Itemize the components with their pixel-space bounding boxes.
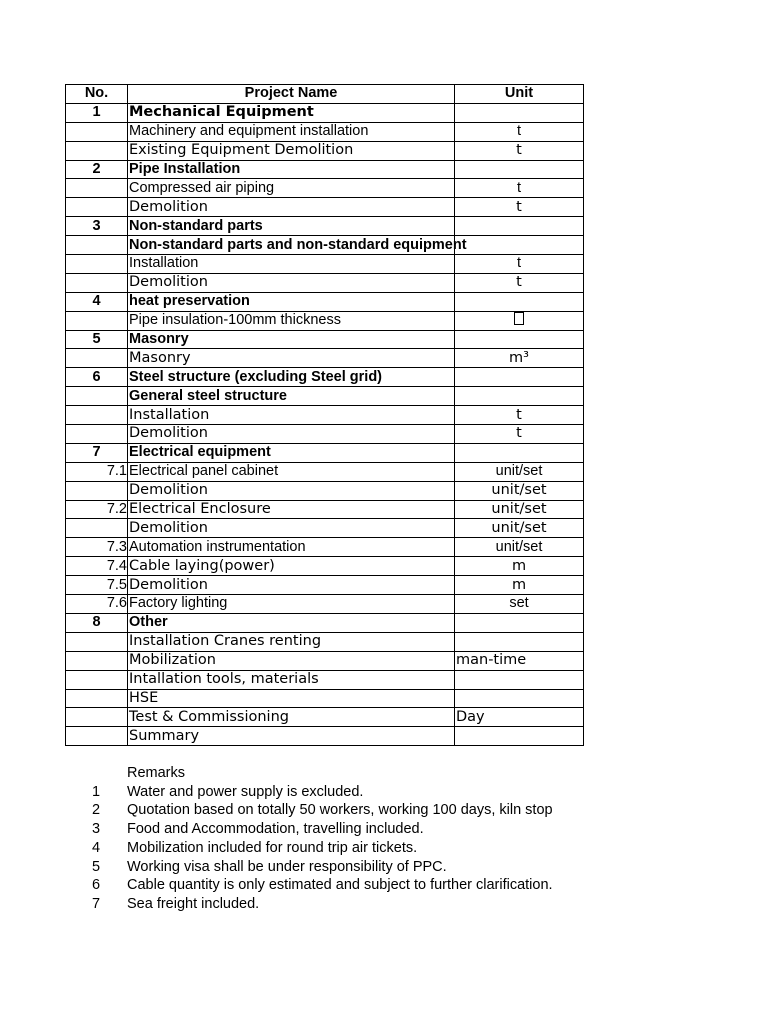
row-number: 8 bbox=[66, 613, 128, 632]
row-number bbox=[66, 311, 128, 330]
unit-cell: t bbox=[455, 141, 584, 160]
table-row bbox=[66, 349, 584, 368]
unit-cell: t bbox=[455, 425, 584, 444]
row-number bbox=[66, 727, 128, 746]
row-number bbox=[66, 122, 128, 141]
unit-cell bbox=[455, 368, 584, 387]
project-name-cell: Steel structure (excluding Steel grid) bbox=[128, 368, 455, 387]
row-number bbox=[66, 519, 128, 538]
row-number bbox=[66, 141, 128, 160]
unit-cell: unit/set bbox=[455, 500, 584, 519]
row-number: 6 bbox=[66, 368, 128, 387]
unit-cell bbox=[455, 613, 584, 632]
row-number bbox=[66, 708, 128, 727]
table-row bbox=[66, 727, 584, 746]
unit-cell bbox=[455, 217, 584, 236]
table-row bbox=[66, 368, 584, 387]
unit-cell bbox=[455, 689, 584, 708]
table-row bbox=[66, 689, 584, 708]
row-number bbox=[66, 481, 128, 500]
project-name-cell: Test & Commissioning bbox=[128, 708, 455, 727]
remark-number: 5 bbox=[91, 858, 101, 875]
unit-cell bbox=[455, 632, 584, 651]
table-row bbox=[66, 500, 584, 519]
header-unit: Unit bbox=[455, 85, 584, 104]
project-name-cell: Cable laying(power) bbox=[128, 557, 455, 576]
project-name-cell: Demolition bbox=[128, 481, 455, 500]
unit-cell bbox=[455, 727, 584, 746]
remark-number: 7 bbox=[91, 895, 101, 912]
table-row bbox=[66, 122, 584, 141]
project-name-cell: Demolition bbox=[128, 273, 455, 292]
project-name-cell: Installation bbox=[128, 255, 455, 274]
project-name-cell: Installation bbox=[128, 406, 455, 425]
unit-cell bbox=[455, 670, 584, 689]
table-row bbox=[66, 538, 584, 557]
table-row bbox=[66, 255, 584, 274]
unit-cell: t bbox=[455, 406, 584, 425]
remark-text: Mobilization included for round trip air tickets. bbox=[127, 839, 418, 856]
project-name-cell: Factory lighting bbox=[128, 595, 455, 614]
unit-cell: Day bbox=[455, 708, 584, 727]
table-row bbox=[66, 462, 584, 481]
remarks-title-row bbox=[65, 764, 625, 783]
table-row bbox=[66, 651, 584, 670]
project-name-cell: Automation instrumentation bbox=[128, 538, 455, 557]
remark-item bbox=[65, 895, 625, 914]
table-row bbox=[66, 273, 584, 292]
row-number: 2 bbox=[66, 160, 128, 179]
table-row bbox=[66, 632, 584, 651]
remark-item bbox=[65, 801, 625, 820]
unit-cell: unit/set bbox=[455, 519, 584, 538]
table-row bbox=[66, 330, 584, 349]
row-number bbox=[66, 387, 128, 406]
project-table bbox=[65, 84, 584, 746]
unit-cell bbox=[455, 311, 584, 330]
row-number: 4 bbox=[66, 292, 128, 311]
unit-cell: t bbox=[455, 273, 584, 292]
table-row bbox=[66, 595, 584, 614]
table-row bbox=[66, 708, 584, 727]
table-row bbox=[66, 217, 584, 236]
row-number: 1 bbox=[66, 103, 128, 122]
remark-item bbox=[65, 876, 625, 895]
header-project-name: Project Name bbox=[128, 85, 455, 104]
table-row bbox=[66, 179, 584, 198]
row-number: 7.3 bbox=[66, 538, 128, 557]
project-name-cell: Masonry bbox=[128, 330, 455, 349]
unit-cell: unit/set bbox=[455, 462, 584, 481]
remark-number: 2 bbox=[91, 802, 101, 819]
row-number bbox=[66, 236, 128, 255]
unit-cell: m³ bbox=[455, 349, 584, 368]
table-row bbox=[66, 557, 584, 576]
unit-box-icon bbox=[514, 312, 524, 325]
table-row bbox=[66, 387, 584, 406]
unit-cell: t bbox=[455, 198, 584, 217]
table-row bbox=[66, 141, 584, 160]
project-name-cell: Electrical Enclosure bbox=[128, 500, 455, 519]
project-name-cell: Pipe Installation bbox=[128, 160, 455, 179]
unit-cell bbox=[455, 330, 584, 349]
unit-cell: m bbox=[455, 557, 584, 576]
project-name-cell: Existing Equipment Demolition bbox=[128, 141, 455, 160]
unit-cell: unit/set bbox=[455, 538, 584, 557]
remark-text: Working visa shall be under responsibility of PPC. bbox=[127, 858, 447, 875]
unit-cell: set bbox=[455, 595, 584, 614]
project-name-cell: Other bbox=[128, 613, 455, 632]
project-name-cell: Installation Cranes renting bbox=[128, 632, 455, 651]
project-name-cell: Masonry bbox=[128, 349, 455, 368]
project-name-cell: Summary bbox=[128, 727, 455, 746]
remark-text: Sea freight included. bbox=[127, 895, 260, 912]
remark-text: Food and Accommodation, travelling included. bbox=[127, 821, 424, 838]
unit-cell bbox=[455, 292, 584, 311]
table-row bbox=[66, 406, 584, 425]
row-number bbox=[66, 179, 128, 198]
table-row bbox=[66, 519, 584, 538]
unit-cell: t bbox=[455, 122, 584, 141]
project-table-body bbox=[66, 85, 584, 746]
project-name-cell: Electrical panel cabinet bbox=[128, 462, 455, 481]
row-number: 3 bbox=[66, 217, 128, 236]
table-header-row bbox=[66, 85, 584, 104]
unit-cell: man-time bbox=[455, 651, 584, 670]
project-name-cell: Demolition bbox=[128, 425, 455, 444]
table-row bbox=[66, 613, 584, 632]
remark-item bbox=[65, 783, 625, 802]
remark-number: 1 bbox=[91, 783, 101, 800]
row-number: 7 bbox=[66, 443, 128, 462]
row-number bbox=[66, 273, 128, 292]
row-number: 7.4 bbox=[66, 557, 128, 576]
unit-cell bbox=[455, 236, 584, 255]
unit-cell bbox=[455, 387, 584, 406]
remark-text: Quotation based on totally 50 workers, working 100 days, kiln stop bbox=[127, 802, 553, 819]
project-name-cell: Intallation tools, materials bbox=[128, 670, 455, 689]
project-name-cell: Demolition bbox=[128, 198, 455, 217]
row-number: 7.6 bbox=[66, 595, 128, 614]
table-row bbox=[66, 292, 584, 311]
project-name-cell: Machinery and equipment installation bbox=[128, 122, 455, 141]
project-name-cell: heat preservation bbox=[128, 292, 455, 311]
project-name-cell: Non-standard parts and non-standard equipment bbox=[129, 236, 467, 253]
unit-cell: t bbox=[455, 255, 584, 274]
row-number bbox=[66, 406, 128, 425]
project-name-cell: Demolition bbox=[128, 576, 455, 595]
table-row bbox=[66, 425, 584, 444]
project-name-cell: General steel structure bbox=[128, 387, 455, 406]
row-number bbox=[66, 349, 128, 368]
project-name-cell: Demolition bbox=[128, 519, 455, 538]
project-name-cell: Compressed air piping bbox=[128, 179, 455, 198]
project-name-cell: Mobilization bbox=[128, 651, 455, 670]
project-name-cell: HSE bbox=[128, 689, 455, 708]
unit-cell: m bbox=[455, 576, 584, 595]
header-no: No. bbox=[66, 85, 128, 104]
row-number: 7.2 bbox=[66, 500, 128, 519]
table-row bbox=[66, 311, 584, 330]
row-number: 7.1 bbox=[66, 462, 128, 481]
unit-cell bbox=[455, 443, 584, 462]
remark-number: 4 bbox=[91, 839, 101, 856]
table-row bbox=[66, 198, 584, 217]
remark-number: 6 bbox=[91, 877, 101, 894]
unit-cell: t bbox=[455, 179, 584, 198]
table-row bbox=[66, 481, 584, 500]
row-number bbox=[66, 689, 128, 708]
table-row bbox=[66, 670, 584, 689]
row-number bbox=[66, 255, 128, 274]
row-number bbox=[66, 425, 128, 444]
remark-item bbox=[65, 820, 625, 839]
row-number bbox=[66, 632, 128, 651]
table-row bbox=[66, 160, 584, 179]
row-number: 5 bbox=[66, 330, 128, 349]
unit-cell: unit/set bbox=[455, 481, 584, 500]
remark-number: 3 bbox=[91, 821, 101, 838]
row-number bbox=[66, 198, 128, 217]
row-number bbox=[66, 651, 128, 670]
table-row bbox=[66, 103, 584, 122]
remarks-section bbox=[65, 764, 625, 914]
table-row bbox=[66, 576, 584, 595]
project-name-cell: Mechanical Equipment bbox=[128, 103, 455, 122]
project-name-cell: Electrical equipment bbox=[128, 443, 455, 462]
remarks-list bbox=[65, 783, 625, 914]
remark-text: Cable quantity is only estimated and subject to further clarification. bbox=[127, 877, 553, 894]
project-name-cell: Non-standard parts bbox=[128, 217, 455, 236]
unit-cell bbox=[455, 103, 584, 122]
row-number bbox=[66, 670, 128, 689]
unit-cell bbox=[455, 160, 584, 179]
remark-item bbox=[65, 858, 625, 877]
remark-text: Water and power supply is excluded. bbox=[127, 783, 364, 800]
remark-item bbox=[65, 839, 625, 858]
table-row bbox=[66, 236, 584, 255]
project-name-cell: Pipe insulation-100mm thickness bbox=[128, 311, 455, 330]
table-row bbox=[66, 443, 584, 462]
row-number: 7.5 bbox=[66, 576, 128, 595]
remarks-title: Remarks bbox=[127, 765, 186, 781]
